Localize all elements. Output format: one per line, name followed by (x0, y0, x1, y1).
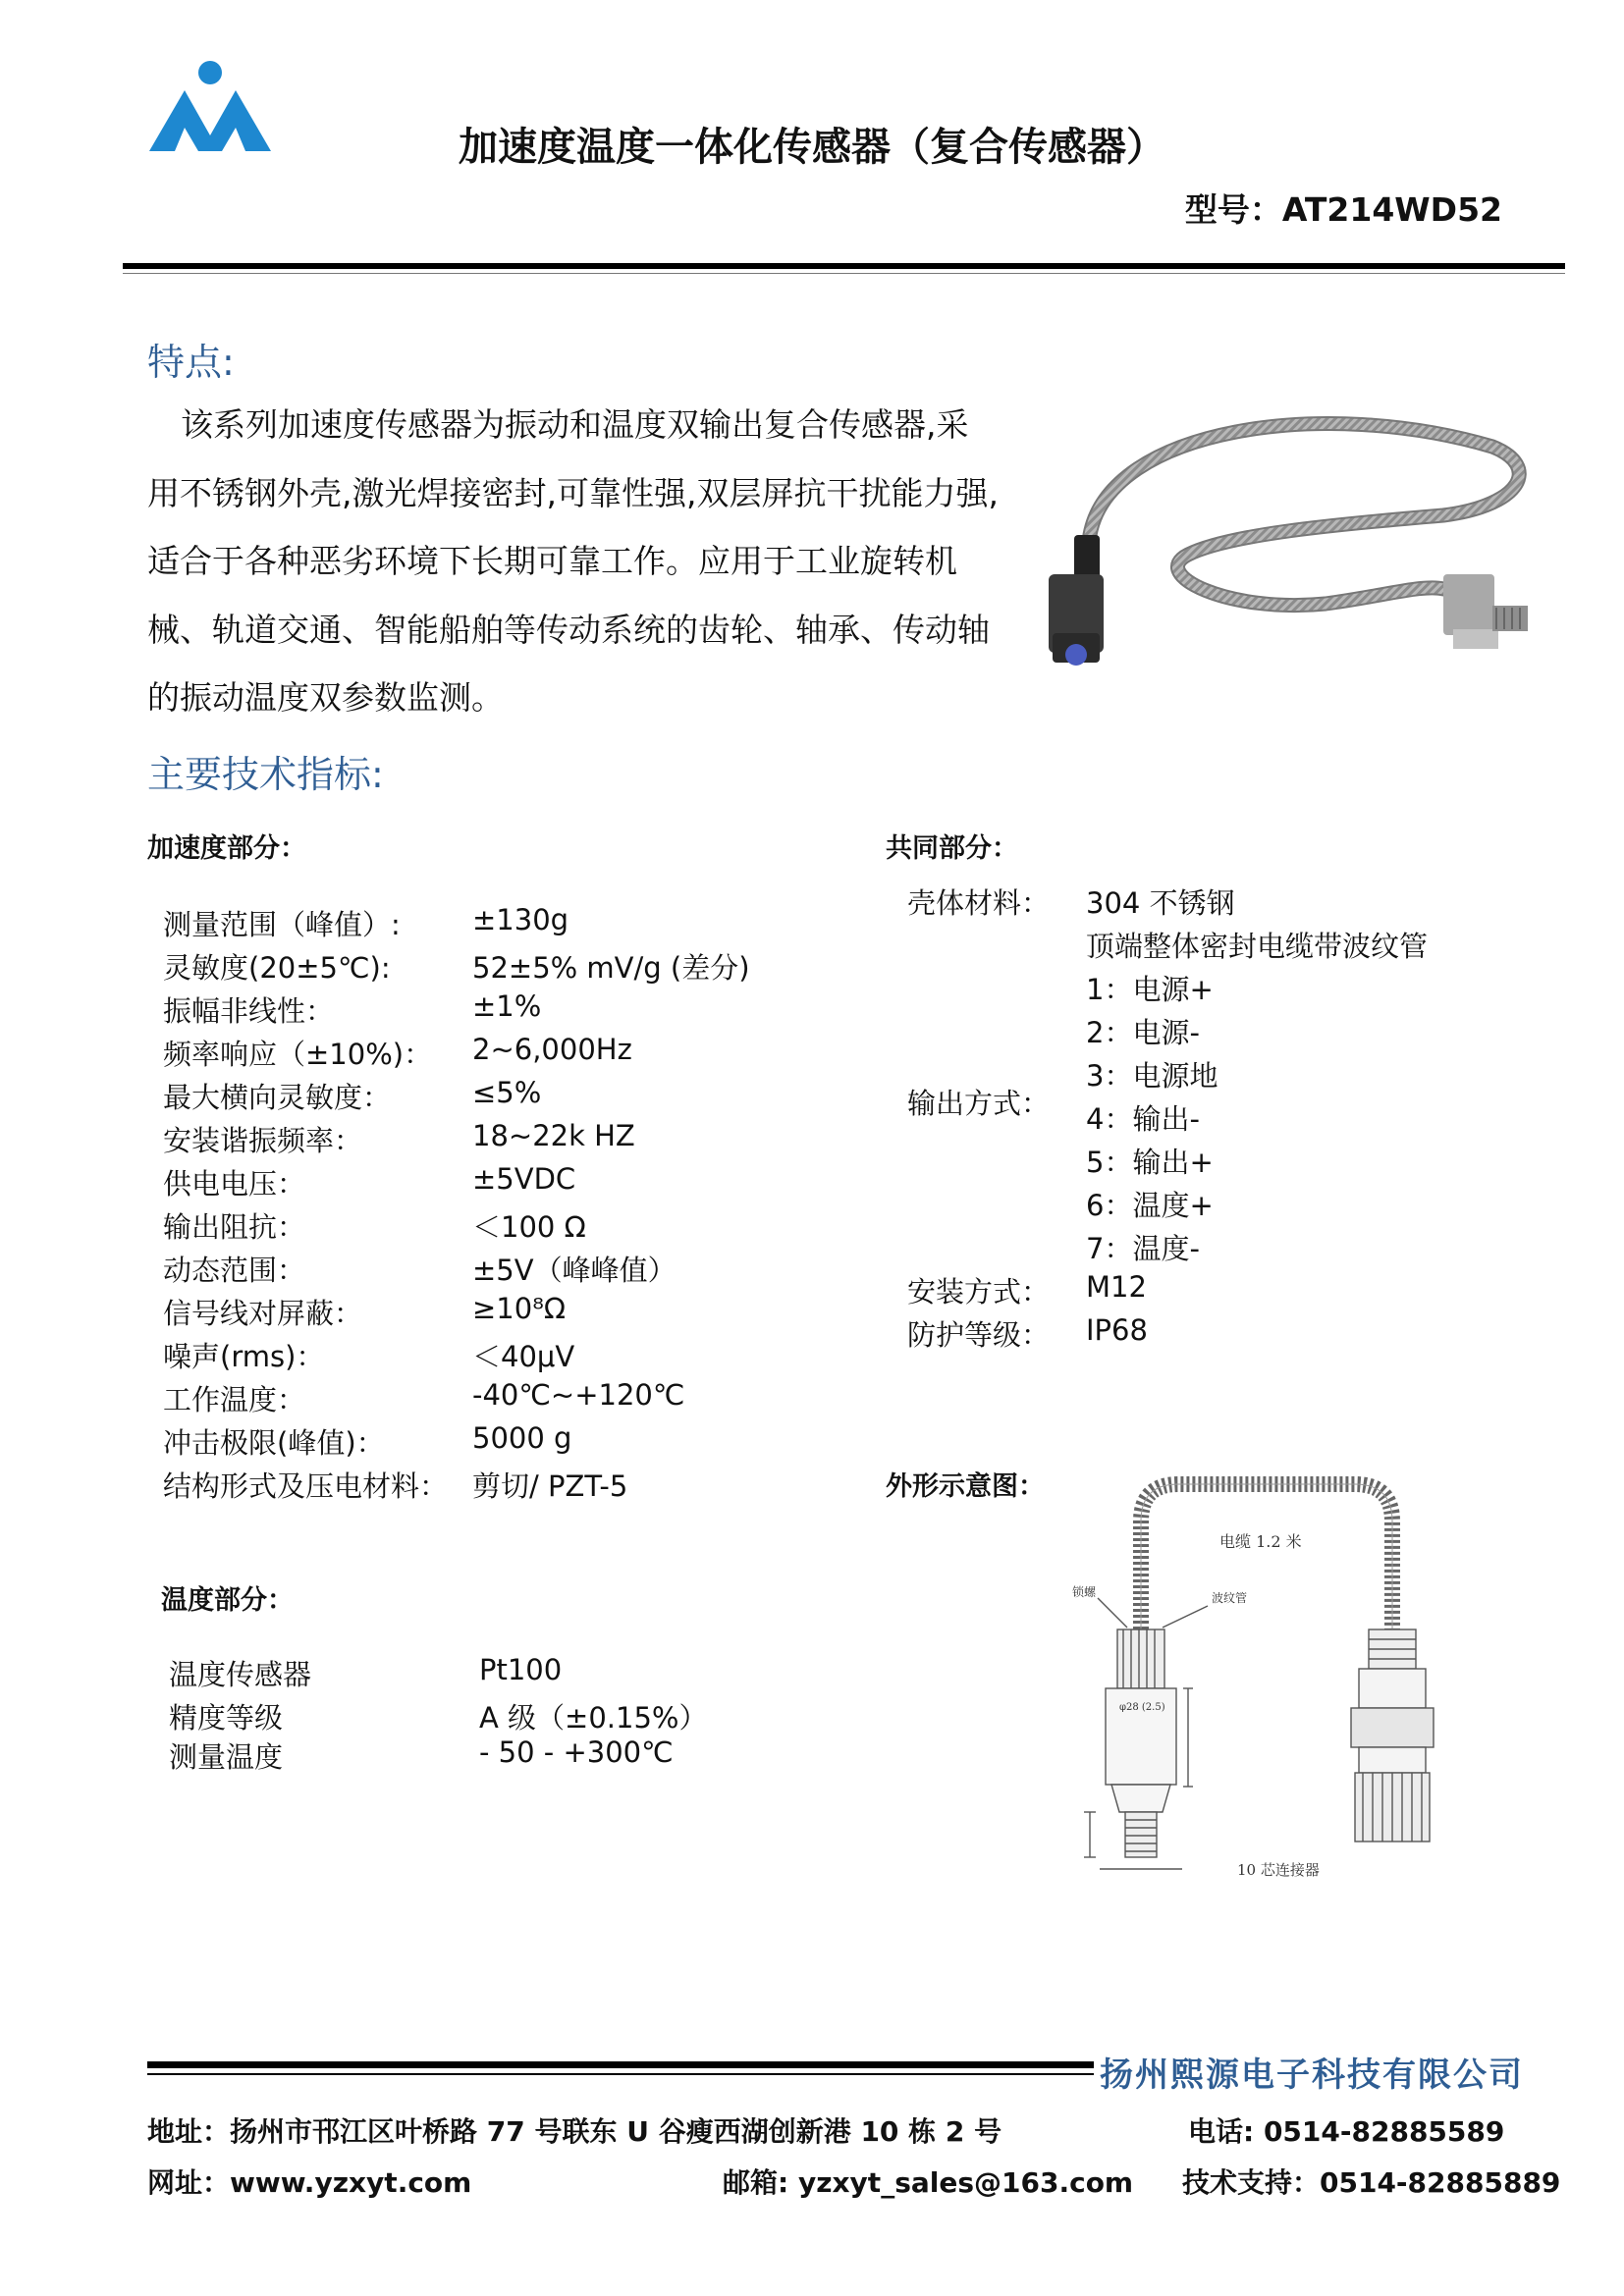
output-label: 输出方式： (907, 1087, 1051, 1120)
output-pin: 1：电源+ (1086, 973, 1214, 1006)
output-pin: 5：输出+ (1086, 1146, 1214, 1179)
header-divider (123, 263, 1565, 269)
common-spec-table (907, 881, 1536, 1353)
diagram-dim-label: φ28 (2.5) (1119, 1702, 1165, 1713)
features-line: 用不锈钢外壳,激光焊接密封,可靠性强,双层屏抗干扰能力强, (147, 473, 999, 512)
company-name: 扬州熙源电子科技有限公司 (1100, 2056, 1524, 2095)
specs-heading: 主要技术指标: (147, 753, 384, 796)
output-pin: 2：电源- (1086, 1016, 1200, 1049)
output-pin: 6：温度+ (1086, 1189, 1214, 1222)
product-photo (1031, 388, 1542, 682)
mount-value: M12 (1086, 1270, 1147, 1304)
ip-label: 防护等级： (907, 1318, 1051, 1352)
diagram-cable-label (1219, 1532, 1302, 1551)
footer-divider (147, 2061, 1094, 2068)
housing-value: 顶端整体密封电缆带波纹管 (1086, 930, 1429, 963)
diagram-connector-label: 10 芯连接器 (1237, 1861, 1320, 1879)
temp-heading: 温度部分： (161, 1585, 294, 1616)
mount-label: 安装方式： (907, 1275, 1051, 1308)
footer-support: 技术支持：0514-82885889 (1182, 2166, 1561, 2199)
ip-value: IP68 (1086, 1313, 1148, 1347)
features-heading: 特点: (147, 341, 235, 384)
footer-divider-thin (147, 2073, 1094, 2075)
footer-email[interactable]: 邮箱: yzxyt_sales@163.com (723, 2166, 1134, 2199)
housing-label: 壳体材料： (907, 886, 1051, 920)
outline-diagram (1060, 1463, 1492, 1885)
diagram-nut-label: 锁螺 (1072, 1585, 1097, 1599)
features-paragraph (147, 391, 1011, 732)
footer-address: 地址：扬州市邗江区叶桥路 77 号联东 U 谷瘦西湖创新港 10 栋 2 号 (147, 2115, 1002, 2148)
footer-website[interactable]: 网址：www.yzxyt.com (147, 2166, 472, 2199)
diagram-heading: 外形示意图： (886, 1471, 1045, 1502)
diagram-tube-label: 波纹管 (1212, 1591, 1248, 1605)
model-number: 型号：AT214WD52 (1184, 190, 1502, 229)
output-pin: 4：输出- (1086, 1102, 1200, 1136)
housing-value: 304 不锈钢 (1086, 886, 1235, 920)
header-divider-thin (123, 273, 1565, 274)
features-line: 械、轨道交通、智能船舶等传动系统的齿轮、轴承、传动轴 (147, 610, 990, 649)
temp-spec-table: 温度传感器 Pt100 精度等级 A 级（±0.15%） 测量温度 - 50 - +300℃ (169, 1653, 708, 1774)
features-line: 该系列加速度传感器为振动和温度双输出复合传感器,采 (181, 405, 969, 444)
features-line: 适合于各种恶劣环境下长期可靠工作。应用于工业旋转机 (147, 542, 957, 580)
svg-text:电缆 1.2 米: 电缆 1.2 米 (1219, 1532, 1302, 1551)
output-pin: 7：温度- (1086, 1232, 1200, 1265)
features-line: 的振动温度双参数监测。 (147, 678, 504, 717)
page-title: 加速度温度一体化传感器（复合传感器） (459, 125, 1165, 170)
accel-spec-table: 测量范围（峰值）: ±130g 灵敏度(20±5℃): 52±5% mV/g (差分) 振幅非线性： ±1% 频率响应（±10%)： 2~6,000Hz 最大横向灵敏度： ≤5% 安装谐振频率： 18~22k HZ 供电电压： ±5VDC 输出阻抗： ＜100 Ω 动态范围： ±5V（峰峰值） 信号线对屏蔽： ≥10⁸Ω 噪声(rms)： ＜40μV 工作温度： -40℃~+120℃ 冲击极限(峰值)： 5000 g 结构形式及压电材料： 剪切/ PZT-5 (163, 903, 750, 1503)
accel-heading: 加速度部分： (147, 833, 306, 864)
output-pin: 3：电源地 (1086, 1059, 1218, 1093)
common-heading: 共同部分： (886, 833, 1018, 864)
footer-phone: 电话: 0514-82885589 (1188, 2115, 1505, 2148)
